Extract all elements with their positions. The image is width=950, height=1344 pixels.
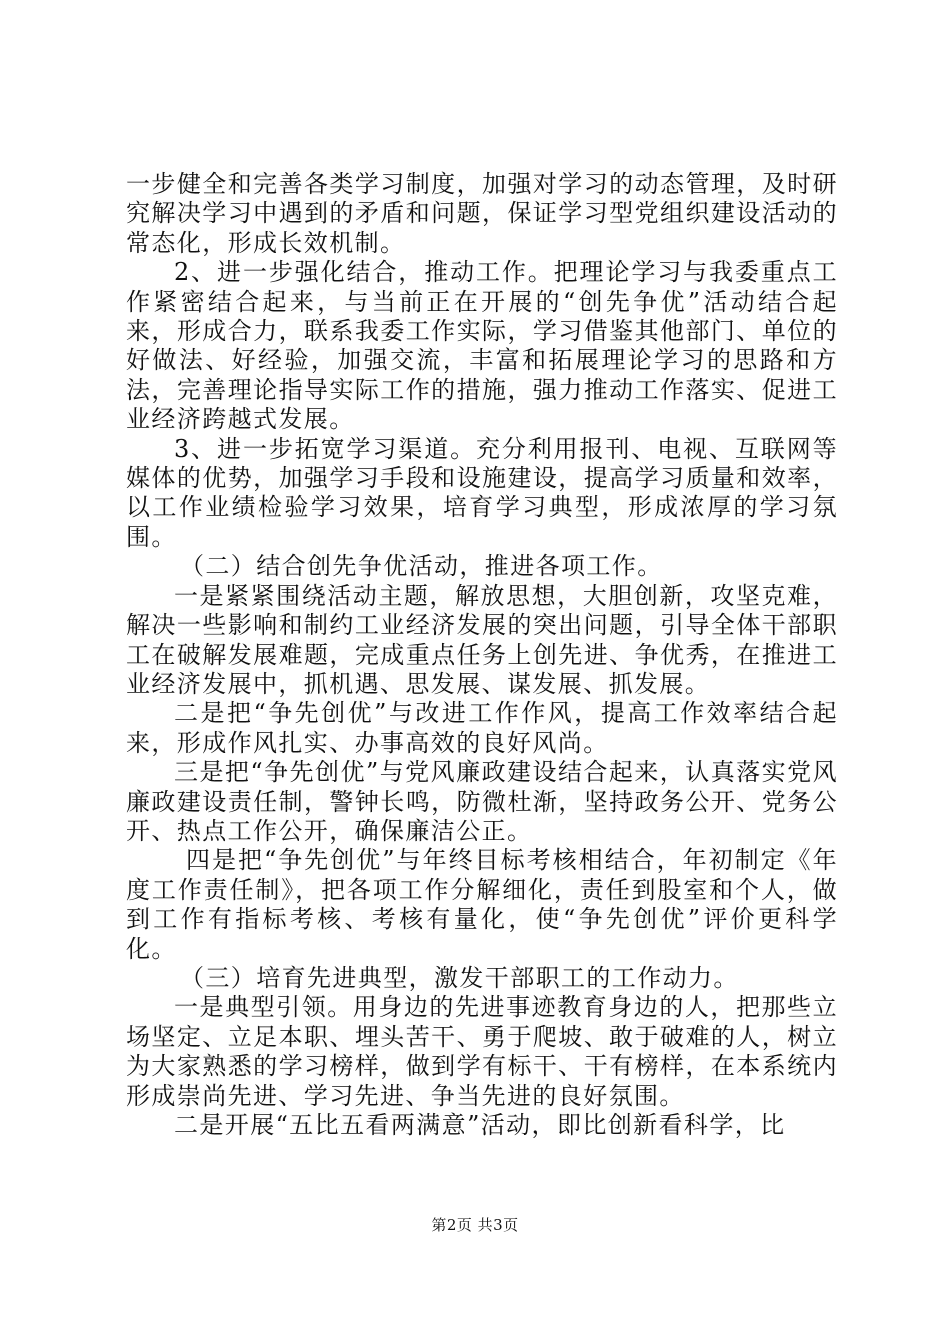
document-body bbox=[126, 170, 838, 1140]
paragraph-point-1: 一是紧紧围绕活动主题，解放思想，大胆创新，攻坚克难，解决一些影响和制约工业经济发展的突出问题，引导全体干部职工在破解发展难题，完成重点任务上创先进、争优秀，在推进工业经济发展中，抓机遇、思发展、谋发展、抓发展。 bbox=[126, 581, 838, 698]
page-number-label: 第2页 共3页 bbox=[431, 1216, 519, 1234]
paragraph-point-2: 二是把“争先创优”与改进工作作风，提高工作效率结合起来，形成作风扎实、办事高效的良好风尚。 bbox=[126, 699, 838, 757]
paragraph-item-2: 2、进一步强化结合，推动工作。把理论学习与我委重点工作紧密结合起来，与当前正在开展的“创先争优”活动结合起来，形成合力，联系我委工作实际，学习借鉴其他部门、单位的好做法、好经验，加强交流，丰富和拓展理论学习的思路和方法，完善理论指导实际工作的措施，强力推动工作落实、促进工业经济跨越式发展。 bbox=[126, 258, 838, 434]
section-heading-2: （二）结合创先争优活动，推进各项工作。 bbox=[180, 552, 663, 581]
paragraph-point-3: 三是把“争先创优”与党风廉政建设结合起来，认真落实党风廉政建设责任制，警钟长鸣，防微杜渐，坚持政务公开、党务公开、热点工作公开，确保廉洁公正。 bbox=[126, 758, 838, 845]
paragraph-typical-1: 一是典型引领。用身边的先进事迹教育身边的人，把那些立场坚定、立足本职、埋头苦干、勇于爬坡、敢于破难的人，树立为大家熟悉的学习榜样，做到学有标干、干有榜样，在本系统内形成崇尚先进、学习先进、争当先进的良好氛围。 bbox=[126, 993, 838, 1110]
paragraph-continuation: 一步健全和完善各类学习制度，加强对学习的动态管理，及时研究解决学习中遇到的矛盾和问题，保证学习型党组织建设活动的常态化，形成长效机制。 bbox=[126, 170, 838, 257]
paragraph-typical-2: 二是开展“五比五看两满意”活动，即比创新看科学，比 bbox=[174, 1111, 786, 1139]
paragraph-point-4: 四是把“争先创优”与年终目标考核相结合，年初制定《年度工作责任制》，把各项工作分解细化，责任到股室和个人，做到工作有指标考核、考核有量化，使“争先创优”评价更科学化。 bbox=[126, 846, 838, 963]
paragraph-item-3: 3、进一步拓宽学习渠道。充分利用报刊、电视、互联网等媒体的优势，加强学习手段和设施建设，提高学习质量和效率，以工作业绩检验学习效果，培育学习典型，形成浓厚的学习氛围。 bbox=[126, 434, 838, 551]
page-footer bbox=[0, 1215, 950, 1235]
section-heading-3: （三）培育先进典型，激发干部职工的工作动力。 bbox=[180, 963, 739, 992]
